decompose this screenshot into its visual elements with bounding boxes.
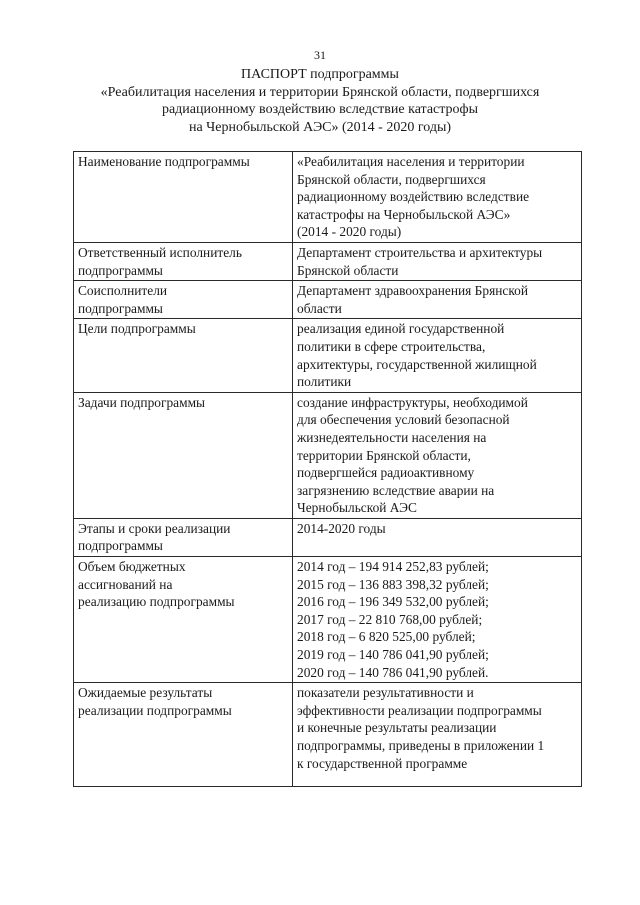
label-line: Этапы и сроки реализации <box>78 520 231 536</box>
row-label-cell <box>74 392 293 518</box>
value-line: подвергшейся радиоактивному <box>297 465 475 481</box>
label-line: Наименование подпрограммы <box>78 154 250 169</box>
row-label-cell <box>74 683 293 787</box>
value-line: 2015 год – 136 883 398,32 рублей; <box>297 576 489 592</box>
value-line: 2017 год – 22 810 768,00 рублей; <box>297 611 483 627</box>
value-line: (2014 - 2020 годы) <box>297 224 402 240</box>
value-line: подпрограммы, приведены в приложении 1 <box>297 738 545 753</box>
value-line: эффективности реализации подпрограммы <box>297 702 542 718</box>
passport-table <box>73 151 582 787</box>
label-line: подпрограммы <box>78 538 163 554</box>
table-row <box>74 319 582 392</box>
page-number: 31 <box>314 48 326 62</box>
value-line: Брянской области, подвергшихся <box>297 171 486 187</box>
value-line: загрязнению вследствие аварии на <box>297 482 495 498</box>
row-value-cell <box>293 152 582 243</box>
row-label-cell <box>74 557 293 683</box>
label-line: Ожидаемые результаты <box>78 685 213 701</box>
label-line: Объем бюджетных <box>78 559 186 575</box>
table-row <box>74 557 582 683</box>
value-line: для обеспечения условий безопасной <box>297 412 510 428</box>
row-value-cell <box>293 683 582 787</box>
value-line: катастрофы на Чернобыльской АЭС» <box>297 206 511 222</box>
value-line: создание инфраструктуры, необходимой <box>297 394 528 410</box>
table-row <box>74 683 582 787</box>
table-row <box>74 281 582 319</box>
row-value-cell <box>293 518 582 556</box>
value-line: реализация единой государственной <box>297 321 505 337</box>
row-value-cell <box>293 281 582 319</box>
value-line: области <box>297 300 342 316</box>
table-row <box>74 152 582 243</box>
value-line: 2018 год – 6 820 525,00 рублей; <box>297 629 476 645</box>
title-line: радиационному воздействию вследствие катастрофы <box>161 102 479 117</box>
value-line: Брянской области <box>297 262 399 278</box>
row-value-cell <box>293 319 582 392</box>
value-line: к государственной программе <box>297 755 468 771</box>
table-row <box>74 518 582 556</box>
label-line: Задачи подпрограммы <box>78 394 206 410</box>
table-row <box>74 242 582 280</box>
row-label-cell <box>74 281 293 319</box>
label-line: Ответственный исполнитель <box>78 244 242 260</box>
value-line: 2014 год – 194 914 252,83 рублей; <box>297 559 489 575</box>
value-line: 2020 год – 140 786 041,90 рублей. <box>297 664 489 680</box>
label-line: подпрограммы <box>78 262 163 278</box>
row-value-cell <box>293 242 582 280</box>
value-line: 2014-2020 годы <box>297 520 386 536</box>
label-line: ассигнований на <box>78 576 173 592</box>
row-label-cell <box>74 518 293 556</box>
value-line: 2019 год – 140 786 041,90 рублей; <box>297 647 489 663</box>
title-line: «Реабилитация населения и территории Брянской области, подвергшихся <box>100 84 540 100</box>
row-label-cell <box>74 319 293 392</box>
label-line: Цели подпрограммы <box>78 321 196 337</box>
value-line: территории Брянской области, <box>297 447 471 463</box>
value-line: жизнедеятельности населения на <box>297 429 487 445</box>
label-line: Соисполнители <box>78 283 168 299</box>
label-line: реализацию подпрограммы <box>78 594 235 610</box>
row-value-cell <box>293 557 582 683</box>
value-line: показатели результативности и <box>297 685 474 701</box>
label-line: подпрограммы <box>78 300 163 316</box>
value-line: и конечные результаты реализации <box>297 720 497 736</box>
value-line: архитектуры, государственной жилищной <box>297 356 537 372</box>
label-line: реализации подпрограммы <box>78 702 232 718</box>
value-line: 2016 год – 196 349 532,00 рублей; <box>297 594 489 610</box>
value-line: «Реабилитация населения и территории <box>297 154 525 169</box>
title-line: на Чернобыльской АЭС» (2014 - 2020 годы) <box>188 119 452 135</box>
value-line: политики <box>297 374 352 390</box>
value-line: радиационному воздействию вследствие <box>297 189 530 205</box>
value-line: Чернобыльской АЭС <box>297 500 417 516</box>
row-value-cell <box>293 392 582 518</box>
value-line: Департамент здравоохранения Брянской <box>297 283 529 299</box>
table-row <box>74 392 582 518</box>
value-line: Департамент строительства и архитектуры <box>297 244 543 260</box>
document-title <box>60 66 580 136</box>
title-line: ПАСПОРТ подпрограммы <box>241 67 399 82</box>
row-label-cell <box>74 242 293 280</box>
value-line: политики в сфере строительства, <box>297 338 486 354</box>
row-label-cell <box>74 152 293 243</box>
